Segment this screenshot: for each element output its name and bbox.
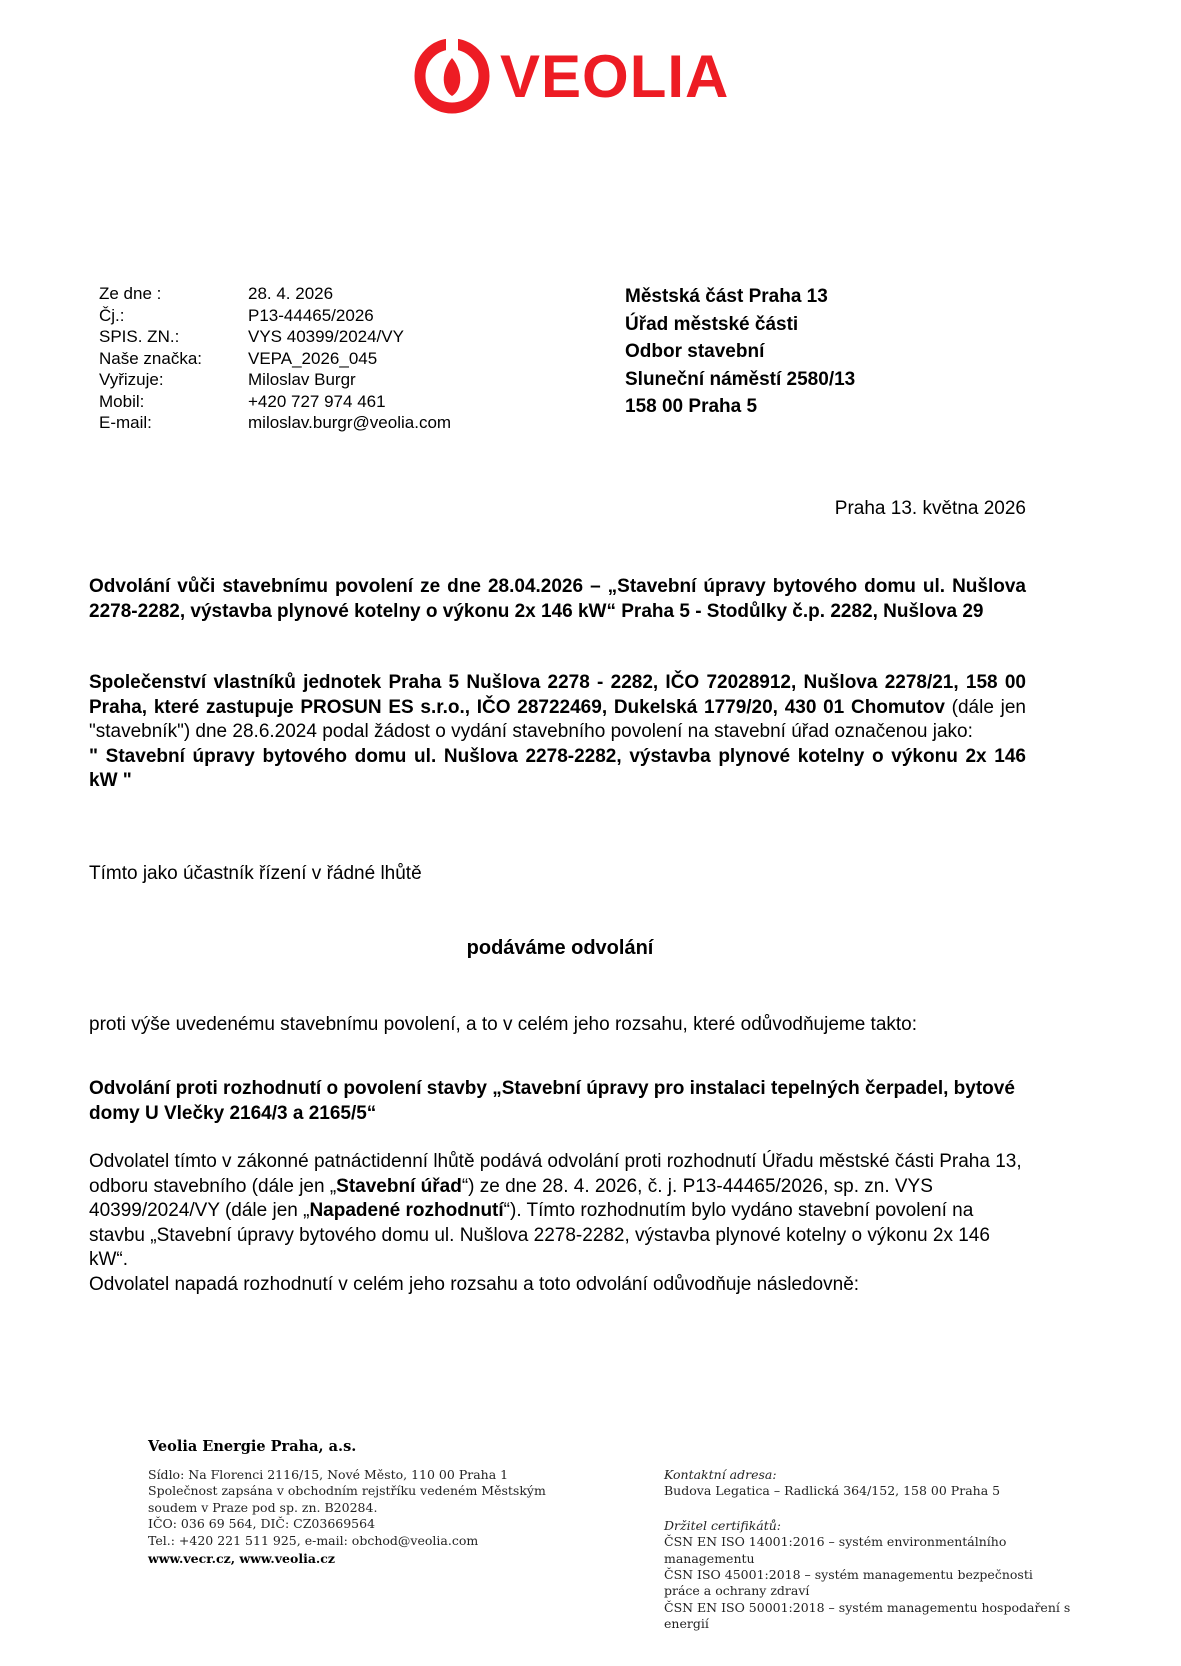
text-run: “) ze dne 28. 4. 2026, č. j. P13-44465/2026, sp. zn. VYS 40399/2024/VY (dále jen „ [89, 1175, 933, 1222]
meta-label: SPIS. ZN.: [99, 327, 180, 346]
addressee-line: Úřad městské části [625, 313, 799, 335]
addressee-line: 158 00 Praha 5 [625, 396, 758, 417]
meta-value: miloslav.burgr@veolia.com [248, 413, 452, 432]
veolia-logo [412, 38, 730, 118]
footer-cert: ČSN EN ISO 14001:2016 – systém environmentálního managementu [664, 1534, 1007, 1566]
text-run: Odvolatel tímto v zákonné patnáctidenní lhůtě podává odvolání proti rozhodnutí Úřadu městské části Praha 13, odboru stavebního (dále jen „ [89, 1151, 1022, 1197]
meta-value: 28. 4. 2026 [248, 284, 334, 303]
meta-row [99, 283, 451, 305]
meta-label: Čj.: [99, 305, 125, 325]
footer-cert: ČSN ISO 45001:2018 – systém managementu bezpečnosti práce a ochrany zdraví [664, 1567, 1033, 1599]
against-line: proti výše uvedenému stavebnímu povolení, a to v celém jeho rozsahu, které odůvodňujeme takto: [89, 1014, 918, 1035]
meta-row [99, 348, 451, 370]
footer-contact-label: Kontaktní adresa: [664, 1467, 777, 1482]
meta-value: P13-44465/2026 [248, 305, 374, 325]
appeal-paragraph [89, 1150, 1026, 1273]
meta-row [99, 369, 451, 391]
footer-cert: ČSN EN ISO 50001:2018 – systém managementu hospodaření s energií [664, 1599, 1071, 1632]
meta-label: Mobil: [99, 391, 145, 411]
meta-row [99, 305, 451, 327]
footer-contact-address: Budova Legatica – Radlická 364/152, 158 00 Praha 5 [664, 1483, 1001, 1499]
document-meta [99, 283, 451, 434]
appeal-section-heading: Odvolání proti rozhodnutí o povolení stavby „Stavební úpravy pro instalaci tepelných čerpadel, bytové domy U Vlečky 2164/3 a 2165/5“ [89, 1078, 1015, 1124]
letter-subject: Odvolání vůči stavebnímu povolení ze dne 28.04.2026 – „Stavební úpravy bytového domu ul. Nušlova 2278-2282, výstavba plynové kotelny o výkonu 2x 146 kW“ Praha 5 - Stodůlky č.p. 2282, Nušlova 29 [89, 576, 1026, 622]
text-run-bold: Napadené rozhodnutí [309, 1200, 504, 1222]
addressee-line: Městská část Praha 13 [625, 286, 828, 307]
meta-row [99, 391, 451, 413]
footer-contact-certs [664, 1467, 1104, 1633]
appeal-paragraph: Odvolatel napadá rozhodnutí v celém jeho rozsahu a toto odvolání odůvodňuje následovně: [89, 1273, 860, 1295]
appeal-heading: podáváme odvolání [466, 937, 654, 959]
addressee-block [625, 283, 855, 421]
meta-label: E-mail: [99, 413, 152, 432]
letter-date: Praha 13. května 2026 [834, 498, 1026, 519]
addressee-line: Odbor stavební [625, 341, 765, 362]
meta-value: VEPA_2026_045 [248, 348, 378, 368]
appeal-section-body [89, 1150, 1026, 1298]
footer-line: Tel.: +420 221 511 925, e-mail: obchod@veolia.com [148, 1532, 479, 1548]
parties-normal-text: (dále jen "stavebník") dne 28.6.2024 podal žádost o vydání stavebního povolení na stavební úřad označenou jako: [89, 696, 1026, 743]
footer-line: IČO: 036 69 564, DIČ: CZ03669564 [148, 1516, 376, 1532]
text-run-bold: Stavební úřad [336, 1175, 462, 1197]
footer-company-name: Veolia Energie Praha, a.s. [148, 1438, 357, 1455]
veolia-logo-icon [412, 38, 492, 118]
footer-websites: www.vecr.cz, www.veolia.cz [148, 1551, 335, 1566]
parties-bold-text: Společenství vlastníků jednotek Praha 5 Nušlova 2278 - 2282, IČO 72028912, Nušlova 2278/21, 158 00 Praha, které zastupuje PROSUN ES s.r.o., IČO 28722469, Dukelská 1779/20, 430 01 Chomutov [89, 672, 1026, 718]
meta-label: Vyřizuje: [99, 370, 164, 389]
participant-line: Tímto jako účastník řízení v řádné lhůtě [89, 863, 422, 884]
meta-row [99, 326, 451, 348]
parties-paragraph [89, 671, 1026, 794]
veolia-wordmark: VEOLIA [500, 43, 730, 110]
text-run: “). Tímto rozhodnutím bylo vydáno stavební povolení na stavbu „Stavební úpravy bytového domu ul. Nušlova 2278-2282, výstavba plynové kotelny o výkonu 2x 146 kW“. [89, 1200, 990, 1271]
meta-value: VYS 40399/2024/VY [248, 327, 404, 346]
addressee-line: Sluneční náměstí 2580/13 [625, 368, 856, 390]
footer-line: Společnost zapsána v obchodním rejstříku vedeném Městským soudem v Praze pod sp. zn. B20284. [148, 1483, 546, 1515]
meta-value: Miloslav Burgr [248, 370, 356, 389]
meta-label: Naše značka: [99, 348, 202, 368]
meta-value: +420 727 974 461 [248, 391, 386, 411]
footer-cert-label: Držitel certifikátů: [664, 1517, 782, 1533]
meta-row [99, 412, 451, 434]
meta-label: Ze dne : [99, 284, 162, 303]
project-name: " Stavební úpravy bytového domu ul. Nušlova 2278-2282, výstavba plynové kotelny o výkonu 2x 146 kW " [89, 745, 1026, 792]
footer-company-details [148, 1467, 598, 1549]
footer-line: Sídlo: Na Florenci 2116/15, Nové Město, 110 00 Praha 1 [148, 1467, 509, 1482]
